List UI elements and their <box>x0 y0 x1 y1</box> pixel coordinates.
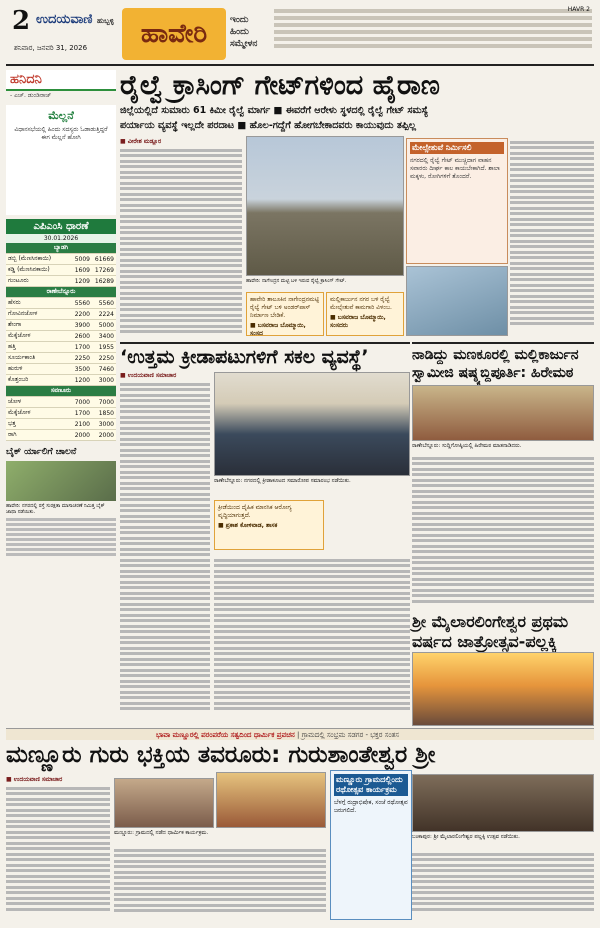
bike-rally-photo <box>6 461 116 501</box>
sports-event-photo <box>214 372 410 476</box>
rows-byadgi <box>6 254 116 287</box>
market-section-header: ಸವಣೂರು <box>6 386 116 397</box>
sidebar-photo <box>406 266 508 336</box>
bottom-tag-red: ಭಾವಾ ಮಣ್ಣೂರಲ್ಲಿ ಪರಂಪರೆಯ ಸತ್ವದಿಂದ ಧಾರ್ಮಿಕ ಪ್ರವಚನ <box>156 731 295 739</box>
rate-row <box>6 320 116 331</box>
bottom-photo-seer <box>114 778 214 828</box>
min-price: 1609 <box>68 265 92 276</box>
bottom-byline: ■ ಉದಯವಾಣಿ ಸಮಾಚಾರ <box>6 776 63 783</box>
max-price: 5000 <box>92 320 116 331</box>
left-column <box>6 70 116 760</box>
rows-savanur <box>6 397 116 441</box>
sidebar-box-text: ನಗರದಲ್ಲಿ ರೈಲ್ವೆ ಗೇಟ್ ಮುಚ್ಚಿದಾಗ ವಾಹನ ಸವಾರರು ದೀರ್ಘ ಕಾಲ ಕಾಯಬೇಕಾಗಿದೆ. ಶಾಲಾ ಮಕ್ಕಳು, ರೋಗಿಗಳಿಗೆ ತೊಂದರೆ. <box>410 157 500 180</box>
max-price: 1850 <box>92 408 116 419</box>
rate-row <box>6 397 116 408</box>
commodity-name: ಹತ್ತಿ <box>6 342 68 353</box>
commodity-name: ಗೋವಿನಜೋಳ <box>6 309 68 320</box>
max-price: 17269 <box>92 265 116 276</box>
rate-row <box>6 364 116 375</box>
bottom-headline: ಮಣ್ಣೂರು ಗುರು ಭಕ್ತಿಯ ತವರೂರು: ಗುರುಶಾಂತೇಶ್ವರ ಶ್ರೀ <box>6 742 436 768</box>
max-price: 2224 <box>92 309 116 320</box>
sports-headline: ‘ಉತ್ತಮ ಕ್ರೀಡಾಪಟುಗಳಿಗೆ ಸಕಲ ವ್ಯವಸ್ಥೆ’ <box>120 342 410 368</box>
paper-name <box>36 12 114 27</box>
commodity-name: ಶೇಂಗಾ <box>6 320 68 331</box>
edition-label: ಹುಬ್ಬಳ್ಳಿ <box>97 17 114 25</box>
min-price: 1700 <box>68 408 92 419</box>
max-price: 3000 <box>92 419 116 430</box>
sports-byline: ■ ಉದಯವಾಣಿ ಸಮಾಚಾರ <box>120 372 177 379</box>
apmc-rate-table <box>6 243 116 441</box>
sports-story-col2 <box>214 556 410 722</box>
max-price: 61669 <box>92 254 116 265</box>
column-author: - ಎಚ್. ಡುಂಡಿರಾಜ್ <box>10 92 52 99</box>
left-story-headline: ಬೈಕ್ ರ್ಯಾಲಿಗೆ ಚಾಲನೆ <box>6 447 77 457</box>
sports-photo-caption: ರಾಣೇಬೆನ್ನೂರು: ನಗರದಲ್ಲಿ ಕ್ರೀಡಾಕೂಟದ ಸಮಾರೋಪ ಸಮಾರಂಭ ನಡೆಯಿತು. <box>214 478 351 484</box>
market-section-header: ರಾಣೇಬೆನ್ನೂರು <box>6 287 116 298</box>
left-story-body <box>6 518 116 556</box>
commodity-name: ಮೆಕ್ಕೆಜೋಳ <box>6 408 68 419</box>
min-price: 7000 <box>68 397 92 408</box>
max-price: 5560 <box>92 298 116 309</box>
commodity-name: ಮೆಕ್ಕೆಜೋಳ <box>6 331 68 342</box>
commodity-name: ಡಬ್ಬಿ (ಮೆಣಸಿನಕಾಯಿ) <box>6 254 68 265</box>
commodity-name: ಗುಂಟೂರು <box>6 276 68 287</box>
max-price: 2250 <box>92 353 116 364</box>
jatra-photo <box>412 652 594 726</box>
max-price: 16289 <box>92 276 116 287</box>
commodity-name: ಹೆಸರು <box>6 298 68 309</box>
poem-text: ವಿಧಾನಸಭೆಯಲ್ಲಿ ಹಿಂದು ಸದಸ್ಯರು ಓಡಾಡುತ್ತಿದ್ದರೆ ಈಗ ಮೆಲ್ಲನೆ ಹೋಗಿ <box>14 126 108 141</box>
bottom-story-col1 <box>6 776 110 920</box>
rate-row <box>6 408 116 419</box>
max-price: 1955 <box>92 342 116 353</box>
lead-headline: ರೈಲ್ವೆ ಕ್ರಾಸಿಂಗ್ ಗೇಟ್‌ಗಳಿಂದ ಹೈರಾಣ <box>120 70 440 101</box>
sidebar-box-title: ಮೇಲ್ಸೇತುವೆ ನಿರ್ಮಿಸಲಿ <box>410 142 504 154</box>
railway-gate-photo <box>246 136 404 276</box>
jatra-headline: ಶ್ರೀ ಮೈಲಾರಲಿಂಗೇಶ್ವರ ಪ್ರಥಮ ವರ್ಷದ ಜಾತ್ರೋತ್ಸವ-ಪಲ್ಲಕ್ಕಿ <box>412 612 569 651</box>
min-price: 2200 <box>68 309 92 320</box>
lead-subheadline-1: ಜಿಲ್ಲೆಯಲ್ಲಿದೆ ಸುಮಾರು 61 ಕಿಮೀ ರೈಲ್ವೆ ಮಾರ್ಗ ■ ಈವರೆಗೆ ಆರೇಳು ಸ್ಥಳದಲ್ಲಿ ರೈಲ್ವೆ ಗೇಟ್ ಸಮಸ್ಯೆ <box>120 105 429 116</box>
rate-row <box>6 265 116 276</box>
lead-story-header <box>120 70 594 132</box>
rate-row <box>6 276 116 287</box>
district-tag: ಇಂದು ಹಿಂದು ಸಮ್ಮೇಳನ <box>230 15 258 49</box>
apmc-title: ಎಪಿಎಂಸಿ ಧಾರಣೆ <box>6 219 116 234</box>
sports-quote-text: ಕ್ರೀಡೆಯಿಂದ ದೈಹಿಕ ಮಾನಸಿಕ ಆರೋಗ್ಯ ವೃದ್ಧಿಯಾಗುತ್ತದೆ. <box>218 504 292 519</box>
min-price: 5560 <box>68 298 92 309</box>
bottom-tag-bar <box>6 728 594 740</box>
district-title: ಹಾವೇರಿ <box>122 8 226 60</box>
min-price: 1700 <box>68 342 92 353</box>
commodity-name: ಸೂರ್ಯಕಾಂತಿ <box>6 353 68 364</box>
min-price: 1209 <box>68 276 92 287</box>
max-price: 7460 <box>92 364 116 375</box>
poem-title: ಮೆಲ್ಲನೆ <box>48 109 74 122</box>
sidebar-box <box>406 138 508 264</box>
left-photo-caption: ಹಾವೇರಿ: ನಗರದಲ್ಲಿ ರಸ್ತೆ ಸುರಕ್ಷತಾ ಮಾಸಾಚರಣೆ ನಿಮಿತ್ತ ಬೈಕ್ ಜಾಥಾ ನಡೆಯಿತು. <box>6 503 105 515</box>
quote-text: ಹಾವೇರಿ ತಾಲೂಕಿನ ನಾಗೇಂದ್ರನಮಟ್ಟಿ ರೈಲ್ವೆ ಗೇಟ್ ಬಳಿ ಅಂಡರ್‌ಪಾಸ್ ನಿರ್ಮಾಣ ಬೇಡಿಕೆ. <box>250 296 320 319</box>
sports-quote-sign: ■ ಪ್ರಕಾಶ ಕೋಳಿವಾಡ, ಶಾಸಕ <box>218 522 278 529</box>
rate-row <box>6 309 116 320</box>
sports-story-col1 <box>120 372 210 722</box>
quote-box-1 <box>246 292 324 336</box>
railway-photo-caption: ಹಾವೇರಿ: ನಾಗೇಂದ್ರನ ಮಟ್ಟಿ ಬಳಿ ಇರುವ ರೈಲ್ವೆ ಕ್ರಾಸಿಂಗ್ ಗೇಟ್. <box>246 278 347 284</box>
max-price: 7000 <box>92 397 116 408</box>
bottom-tag-rest: | ಗ್ರಾಮದಲ್ಲಿ ಸಂಭ್ರಮ ಸಡಗರ - ಭಕ್ತರ ಸಂತಸ <box>294 731 399 739</box>
header-news-strip <box>274 6 592 62</box>
quote-box-2 <box>326 292 404 336</box>
bottom-side-box <box>330 770 412 920</box>
date-line: ಶನಿವಾರ, ಜನವರಿ 31, 2026 <box>14 44 88 52</box>
paper-title: ಉದಯವಾಣಿ <box>36 12 93 27</box>
market-section-header: ಬ್ಯಾಡಗಿ <box>6 243 116 254</box>
min-price: 5009 <box>68 254 92 265</box>
poem-box <box>6 105 116 215</box>
bottom-box-text: ಬೆಳಗ್ಗೆ ರುದ್ರಾಭಿಷೇಕ, ಸಂಜೆ ರಥೋತ್ಸವ ಜರುಗಲಿದೆ. <box>334 799 408 814</box>
rate-row <box>6 342 116 353</box>
max-price: 2000 <box>92 430 116 441</box>
column-logo: ಹನಿದನಿ <box>6 70 116 91</box>
quote-sign: ■ ಬಸವರಾಜ ಬೊಮ್ಮಾಯಿ, ಸಂಸದ <box>250 322 306 337</box>
quote-sign: ■ ಬಸವರಾಜ ಬೊಮ್ಮಾಯಿ, ಸಂಸದರು <box>330 314 386 329</box>
lead-byline: ■ ವೀರೇಶ ಮಡ್ಲೂರ <box>120 138 162 145</box>
mandir-photo-caption: ರಾಣೇಬೆನ್ನೂರು: ಸುದ್ದಿಗೋಷ್ಠಿಯಲ್ಲಿ ಹಿರೇಮಠ ಮಾತನಾಡಿದರು. <box>412 443 522 449</box>
sports-quote-box <box>214 500 324 550</box>
min-price: 2100 <box>68 419 92 430</box>
commodity-name: ಹುರುಳಿ <box>6 364 68 375</box>
bottom-photo-event <box>216 772 326 828</box>
commodity-name: ಕಡ್ಡಿ (ಮೆಣಸಿನಕಾಯಿ) <box>6 265 68 276</box>
rate-row <box>6 331 116 342</box>
rate-row <box>6 254 116 265</box>
min-price: 3500 <box>68 364 92 375</box>
min-price: 2250 <box>68 353 92 364</box>
commodity-name: ರಾಗಿ <box>6 430 68 441</box>
commodity-name: ಭತ್ತ <box>6 419 68 430</box>
bottom-photo-procession <box>412 774 594 832</box>
mandir-headline: ನಾಡಿದ್ದು ಮಣಕೂರಲ್ಲಿ ಮಲ್ಲಿಕಾರ್ಜುನ ಸ್ವಾಮೀಜಿ ಷಷ್ಠ್ಯಬ್ದಿಪೂರ್ತಿ: ಹಿರೇಮಠ <box>412 342 594 382</box>
bottom-box-title: ಮಣ್ಣೂರು ಗ್ರಾಮದಲ್ಲಿಂದು ರಥೋತ್ಸವ ಕಾರ್ಯಕ್ರಮ <box>334 774 408 796</box>
min-price: 1200 <box>68 375 92 386</box>
rate-row <box>6 353 116 364</box>
bottom-story-col2 <box>114 846 326 920</box>
rate-row <box>6 430 116 441</box>
rate-row <box>6 298 116 309</box>
rows-ranebennur <box>6 298 116 386</box>
page-number: 2 <box>12 6 31 36</box>
apmc-date: 30.01.2026 <box>6 234 116 243</box>
press-meet-photo <box>412 385 594 441</box>
bottom-photo3-caption: ಬಂಕಾಪುರ: ಶ್ರೀ ಮೈಲಾರಲಿಂಗೇಶ್ವರ ಪಲ್ಲಕ್ಕಿ ಉತ್ಸವ ನಡೆಯಿತು. <box>412 834 520 840</box>
quote-text: ಮಲ್ಲಿಕಾರ್ಜುನ ನಗರ ಬಳಿ ರೈಲ್ವೆ ಮೇಲ್ಸೇತುವೆ ಕಾಮಗಾರಿ ವಿಳಂಬ. <box>330 296 392 311</box>
commodity-name: ಕೊತ್ತಂಬರಿ <box>6 375 68 386</box>
max-price: 3400 <box>92 331 116 342</box>
commodity-name: ಜೋಳ <box>6 397 68 408</box>
bottom-story-col3 <box>412 850 594 920</box>
min-price: 2600 <box>68 331 92 342</box>
lead-story-col1 <box>120 138 242 338</box>
min-price: 3900 <box>68 320 92 331</box>
rate-row <box>6 375 116 386</box>
page-label: HAVR 2 <box>567 6 590 13</box>
min-price: 2000 <box>68 430 92 441</box>
rate-row <box>6 419 116 430</box>
lead-subheadline-2: ಪರ್ಯಾಯ ವ್ಯವಸ್ಥೆ ಇಲ್ಲದೇ ಪರದಾಟ ■ ಹೊಲ-ಗದ್ದೆಗೆ ಹೋಗಬೇಕಾದವರು ಕಾಯುವುದು ತಪ್ಪಿಲ್ಲ <box>120 120 417 131</box>
lead-story-col3 <box>510 138 594 338</box>
masthead <box>6 4 594 66</box>
max-price: 3000 <box>92 375 116 386</box>
bottom-photo-caption: ಮಣ್ಣೂರು: ಗ್ರಾಮದಲ್ಲಿ ನಡೆದ ಧಾರ್ಮಿಕ ಕಾರ್ಯಕ್ರಮ. <box>114 830 209 836</box>
mandir-story-body <box>412 454 594 610</box>
